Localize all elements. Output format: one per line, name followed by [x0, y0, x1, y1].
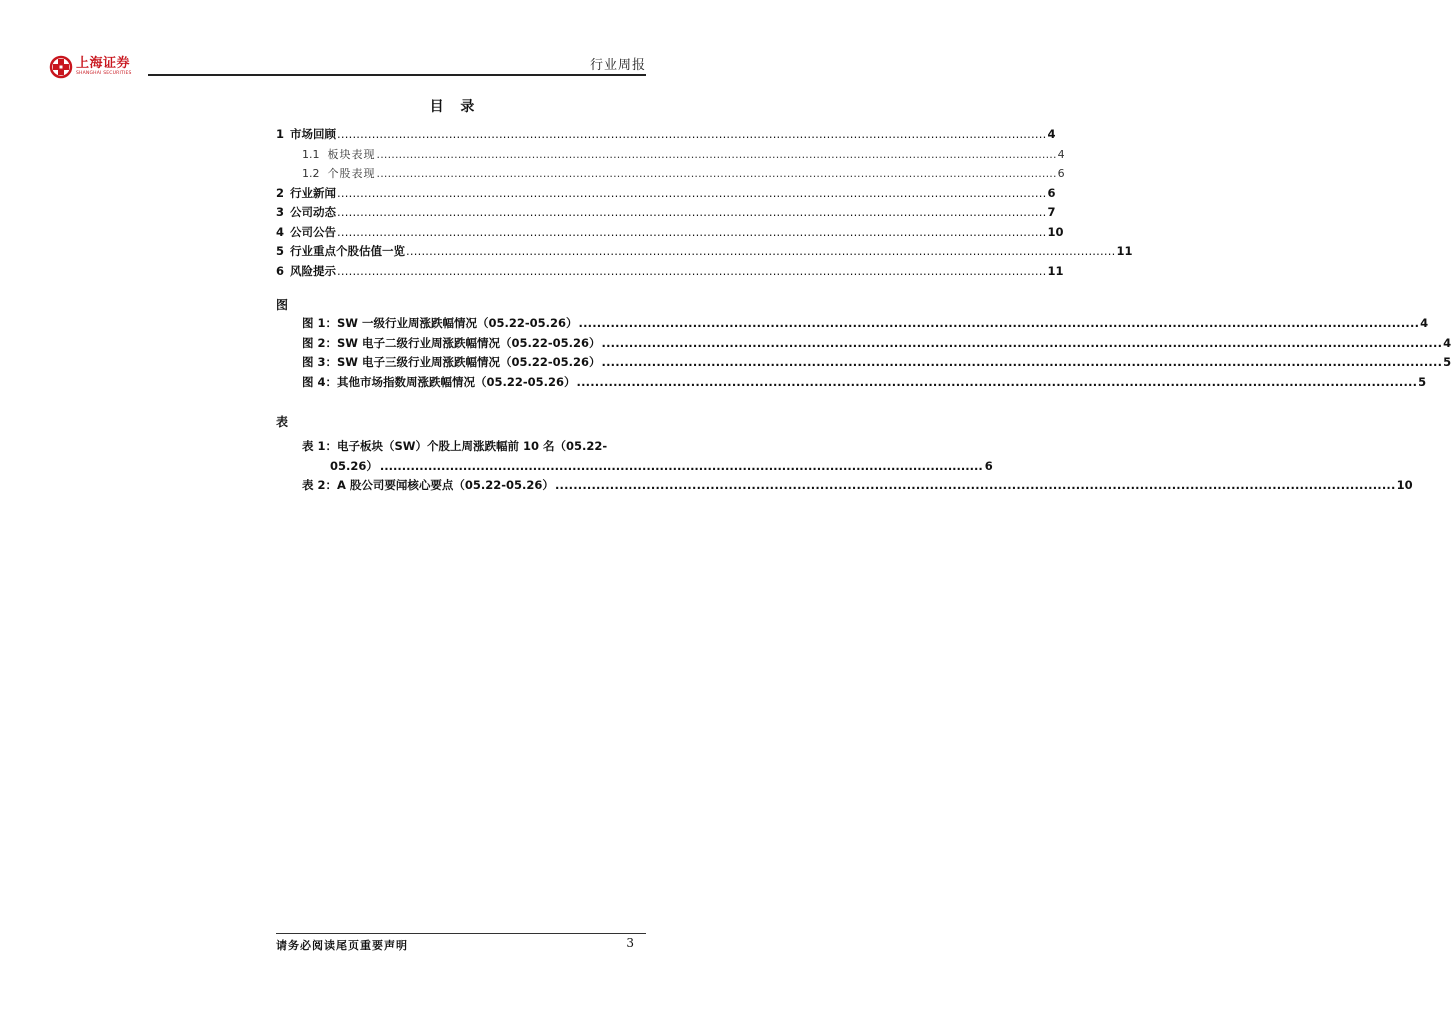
- toc-entry-label: 风险提示: [290, 263, 337, 278]
- dot-leader: [579, 316, 1420, 330]
- toc-entry-number: 3: [276, 205, 285, 219]
- toc-title: 目 录: [429, 99, 481, 115]
- dot-leader: [337, 264, 1046, 278]
- table-entry-page: 10: [1396, 478, 1413, 492]
- header-divider: [148, 74, 646, 76]
- tables-list: [302, 438, 1413, 497]
- dot-leader: [377, 148, 1057, 161]
- toc-entry-page: 6: [1047, 185, 1056, 200]
- table-entry-label-continued: 05.26）: [330, 458, 378, 473]
- toc-entry-number: 5: [276, 244, 285, 258]
- toc-entry-page: 4: [1057, 147, 1065, 161]
- figure-entry[interactable]: [302, 374, 1427, 394]
- toc-entry[interactable]: [276, 243, 1133, 263]
- figure-entry-label: 图 3：SW 电子三级行业周涨跌幅情况（05.22-05.26）: [302, 355, 601, 369]
- logo-text-en: SHANGHAI SECURITIES: [76, 71, 132, 77]
- figures-heading: 图: [276, 298, 289, 312]
- toc-entry[interactable]: [276, 224, 1064, 244]
- table-entry[interactable]: [302, 477, 1413, 497]
- figure-entry[interactable]: [302, 315, 1429, 335]
- figure-entry-page: 5: [1443, 355, 1451, 369]
- dot-leader: [377, 167, 1057, 180]
- table-entry[interactable]: [302, 438, 993, 477]
- dot-leader: [555, 478, 1396, 492]
- toc-entry-label: 板块表现: [327, 147, 376, 161]
- table-entry-label: 表 2：A 股公司要闻核心要点（05.22-05.26）: [302, 478, 554, 492]
- company-logo: [50, 56, 132, 78]
- toc-entry-page: 11: [1047, 263, 1064, 278]
- toc-entry-number: 6: [276, 263, 285, 278]
- toc-entry-page: 7: [1047, 205, 1056, 219]
- figure-entry-page: 5: [1418, 374, 1427, 389]
- toc-entry-page: 10: [1047, 224, 1064, 239]
- toc-entry-number: 1.2: [302, 167, 320, 180]
- dot-leader: [337, 186, 1046, 200]
- toc-entry-page: 11: [1116, 244, 1133, 258]
- toc-entry-label: 公司动态: [290, 205, 337, 219]
- dot-leader: [337, 205, 1046, 219]
- footer-disclaimer: 请务必阅读尾页重要声明: [276, 939, 408, 952]
- dot-leader: [602, 355, 1443, 369]
- toc-entry[interactable]: [276, 263, 1064, 283]
- dot-leader: [337, 225, 1046, 239]
- toc-entry-label: 个股表现: [327, 167, 376, 180]
- figure-entry-page: 4: [1443, 335, 1451, 350]
- figure-entry-label: 图 1：SW 一级行业周涨跌幅情况（05.22-05.26）: [302, 316, 578, 330]
- toc-entry-page: 6: [1057, 167, 1065, 180]
- toc-entry[interactable]: [276, 185, 1056, 205]
- logo-text-cn: 上海证券: [76, 56, 131, 72]
- toc-entry[interactable]: [276, 126, 1056, 146]
- figures-list: [302, 315, 1451, 393]
- toc-entry-number: 1: [276, 127, 285, 141]
- dot-leader: [602, 336, 1443, 350]
- logo-emblem-icon: [50, 56, 72, 78]
- toc-entry-label: 行业重点个股估值一览: [290, 244, 406, 258]
- toc-entry-label: 公司公告: [290, 224, 337, 239]
- page-number: 3: [626, 936, 634, 950]
- dot-leader: [577, 375, 1418, 389]
- dot-leader: [337, 127, 1046, 141]
- footer-divider: [276, 933, 646, 934]
- figure-entry-label: 图 4：其他市场指数周涨跌幅情况（05.22-05.26）: [302, 374, 576, 389]
- figure-entry-page: 4: [1420, 316, 1429, 330]
- document-type: 行业周报: [589, 58, 646, 73]
- toc-entry-label: 市场回顾: [290, 127, 337, 141]
- table-entry-label: 表 1：电子板块（SW）个股上周涨跌幅前 10 名（05.22-: [302, 439, 608, 453]
- toc-entry-number: 1.1: [302, 147, 320, 161]
- dot-leader: ..........................................................................................................................................: [379, 458, 983, 473]
- toc-entry-label: 行业新闻: [290, 185, 337, 200]
- figure-entry[interactable]: [302, 335, 1451, 355]
- tables-heading: 表: [276, 415, 289, 429]
- dot-leader: [406, 244, 1115, 258]
- figure-entry[interactable]: [302, 354, 1451, 374]
- toc-entry-number: 2: [276, 185, 285, 200]
- toc-entry-page: 4: [1047, 127, 1056, 141]
- table-entry-page: 6: [984, 458, 993, 473]
- toc-entry-number: 4: [276, 224, 285, 239]
- table-of-contents: [276, 126, 1133, 282]
- figure-entry-label: 图 2：SW 电子二级行业周涨跌幅情况（05.22-05.26）: [302, 335, 601, 350]
- toc-entry[interactable]: [276, 165, 1065, 185]
- toc-entry[interactable]: [276, 146, 1065, 166]
- toc-entry[interactable]: [276, 204, 1056, 224]
